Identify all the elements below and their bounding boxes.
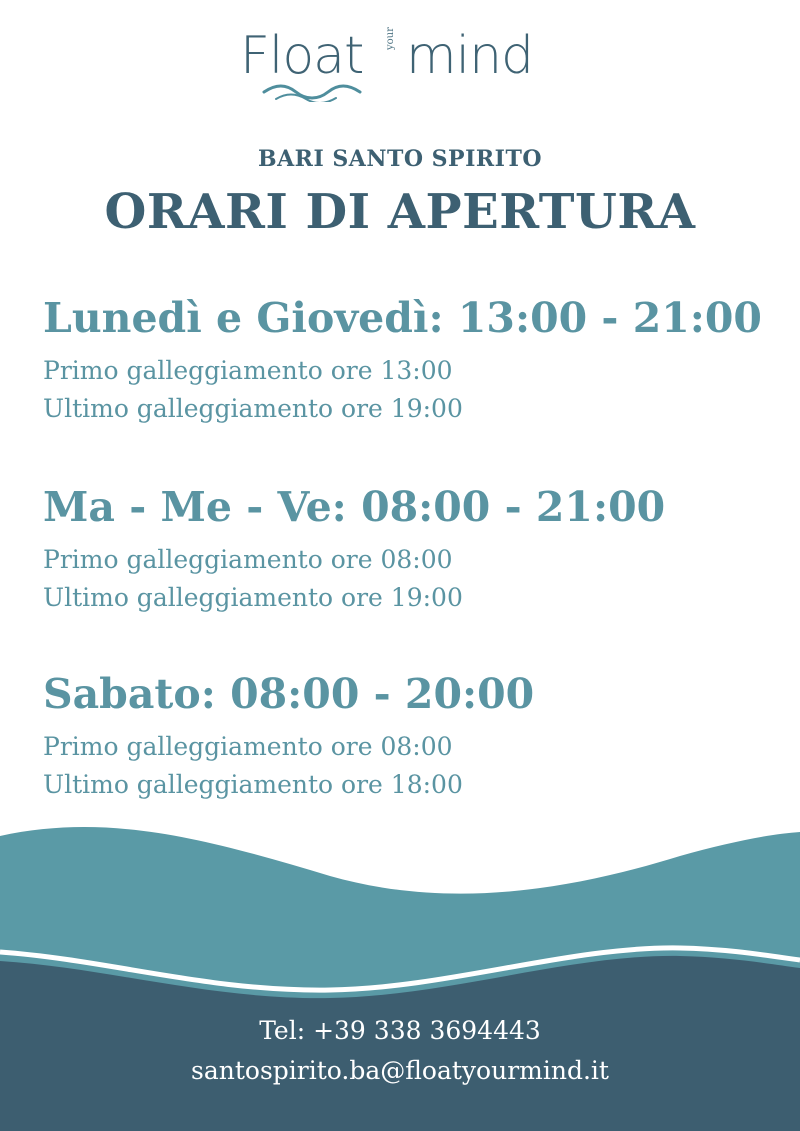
logo-word-your: your bbox=[385, 27, 396, 50]
location-heading: BARI SANTO SPIRITO bbox=[258, 146, 542, 172]
last-float-time: Ultimo galleggiamento ore 19:00 bbox=[43, 583, 463, 612]
logo-wave-icon bbox=[262, 80, 362, 102]
schedule-block-monday-thursday bbox=[43, 294, 763, 428]
logo-word-float: Float bbox=[240, 26, 364, 86]
first-float-time: Primo galleggiamento ore 08:00 bbox=[43, 545, 453, 574]
contact-email: santospirito.ba@floatyourmind.it bbox=[191, 1056, 609, 1085]
first-float-time: Primo galleggiamento ore 13:00 bbox=[43, 356, 453, 385]
logo-word-mind: mind bbox=[406, 26, 534, 86]
schedule-title: Sabato: 08:00 - 20:00 bbox=[43, 670, 535, 718]
first-float-time: Primo galleggiamento ore 08:00 bbox=[43, 732, 453, 761]
schedule-block-saturday bbox=[43, 670, 763, 804]
contact-phone: Tel: +39 338 3694443 bbox=[259, 1016, 541, 1045]
page-title: ORARI DI APERTURA bbox=[104, 184, 696, 240]
last-float-time: Ultimo galleggiamento ore 19:00 bbox=[43, 394, 463, 423]
schedule-block-tue-wed-fri bbox=[43, 483, 763, 617]
last-float-time: Ultimo galleggiamento ore 18:00 bbox=[43, 770, 463, 799]
schedule-title: Lunedì e Giovedì: 13:00 - 21:00 bbox=[43, 294, 762, 342]
schedule-title: Ma - Me - Ve: 08:00 - 21:00 bbox=[43, 483, 666, 531]
brand-logo bbox=[0, 22, 800, 112]
